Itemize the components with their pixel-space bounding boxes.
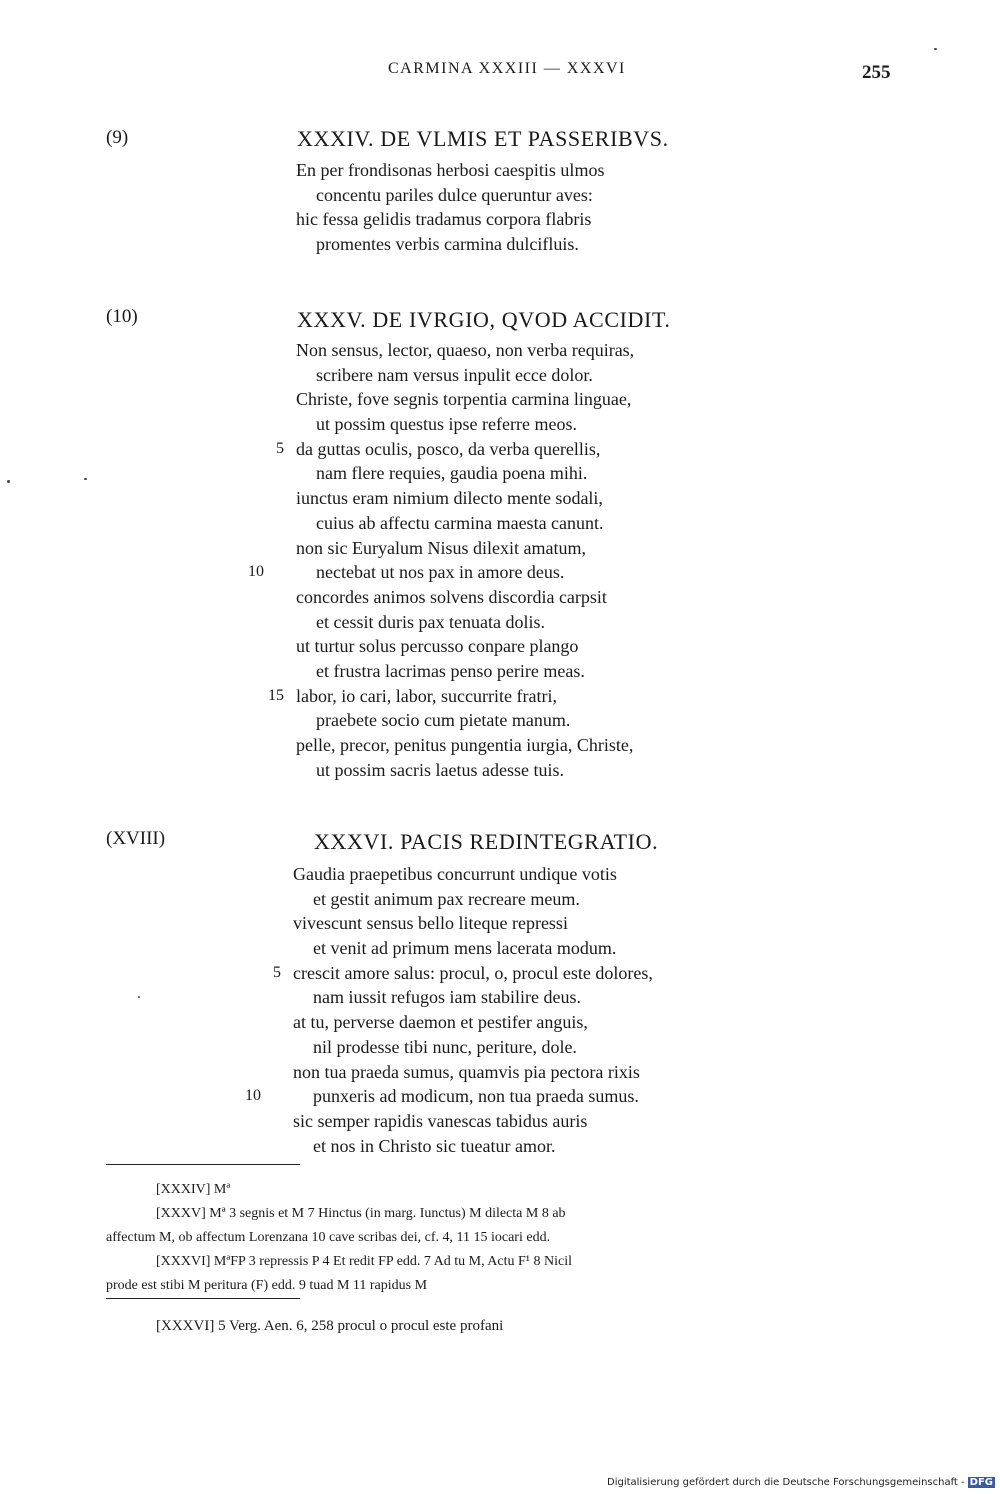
verse-line [296,733,634,758]
scan-speck [84,478,87,480]
verse-line [248,560,634,585]
verse-text: et cessit duris pax tenuata dolis. [316,611,545,632]
verse-text: punxeris ad modicum, non tua praeda sumus. [313,1086,639,1107]
verse-line [296,536,634,561]
verse-text: ut possim sacris laetus adesse tuis. [316,759,564,780]
testimonia [106,1314,896,1338]
verse-text: concentu pariles dulce queruntur aves: [316,184,593,205]
verse-text: nam iussit refugos iam stabilire deus. [313,987,581,1008]
verse-line [296,511,634,536]
poem-verses [248,338,635,782]
verse-text: da guttas oculis, posco, da verba querellis, [296,438,601,459]
verse-line [296,158,604,183]
apparatus-line: prode est stibi M peritura (F) edd. 9 tuad M 11 rapidus M [106,1278,428,1293]
line-number: 5 [276,439,284,457]
scan-speck [934,48,937,50]
verse-text: et nos in Christo sic tueatur amor. [313,1135,556,1156]
verse-text: cuius ab affectu carmina maesta canunt. [316,512,604,533]
verse-line [296,183,604,208]
verse-line [296,758,634,783]
verse-text: iunctus eram nimium dilecto mente sodali, [296,488,603,509]
line-number: 5 [273,963,281,981]
apparatus-line: affectum M, ob affectum Lorenzana 10 cave scribas dei, cf. 4, 11 15 iocari edd. [106,1230,551,1245]
dfg-logo: DFG [969,1477,993,1488]
verse-text: labor, io cari, labor, succurrite fratri, [296,685,557,706]
verse-line [296,363,634,388]
verse-text: et venit ad primum mens lacerata modum. [313,938,617,959]
poem-title: XXXV. DE IVRGIO, QVOD ACCIDIT. [297,307,671,332]
verse-text: pelle, precor, penitus pungentia iurgia, Christe, [296,735,634,755]
verse-text: scribere nam versus inpulit ecce dolor. [316,364,593,385]
verse-text: nectebat ut nos pax in amore deus. [316,562,565,583]
verse-text: promentes verbis carmina dulcifluis. [316,234,579,255]
poem-title: XXXIV. DE VLMIS ET PASSERIBVS. [297,126,669,151]
verse-line [276,437,634,462]
verse-line [296,708,634,733]
verse-text: non sic Euryalum Nisus dilexit amatum, [296,537,586,558]
page-number: 255 [862,62,891,83]
critical-apparatus [106,1178,896,1298]
verse-line [296,610,634,635]
verse-text: hic fessa gelidis tradamus corpora flabris [296,209,592,230]
verse-line [296,387,634,412]
verse-text: En per frondisonas herbosi caespitis ulmos [296,160,605,180]
poem-number: (XVIII) [106,828,166,849]
verse-text: non tua praeda sumus, quamvis pia pectora rixis [293,1061,640,1082]
verse-line [296,659,634,684]
verse-line [296,585,634,610]
verse-line [296,412,634,437]
line-number: 10 [245,1087,261,1105]
verse-text: Gaudia praepetibus concurrunt undique votis [293,864,617,884]
scan-speck [7,480,10,483]
verse-line [293,1109,653,1134]
verse-line [296,634,634,659]
line-number: 10 [248,563,264,581]
verse-line [293,887,653,912]
poem-title: XXXVI. PACIS REDINTEGRATIO. [314,829,659,854]
digitization-credit [607,1477,995,1488]
apparatus-line: [XXXV] Mª 3 segnis et M 7 Hinctus (in marg. Iunctus) M dilecta M 8 ab [156,1206,566,1221]
verse-line [296,207,604,232]
verse-text: nam flere requies, gaudia poena mihi. [316,463,588,484]
verse-line [245,1084,653,1109]
verse-text: et frustra lacrimas penso perire meas. [316,660,585,681]
verse-line [293,1060,653,1085]
verse-line [296,461,634,486]
apparatus-line: [XXXIV] Mª [156,1182,231,1197]
verse-line [293,985,653,1010]
verse-text: sic semper rapidis vanescas tabidus auris [293,1110,588,1131]
verse-text: praebete socio cum pietate manum. [316,710,571,731]
verse-line [293,1010,653,1035]
verse-line [296,338,634,363]
verse-line [293,911,653,936]
verse-line [268,684,634,709]
verse-text: nil prodesse tibi nunc, periture, dole. [313,1036,577,1057]
verse-line [293,936,653,961]
verse-line [273,961,653,986]
scan-speck [138,996,140,998]
verse-text: crescit amore salus: procul, o, procul este dolores, [293,962,653,983]
verse-line [296,486,634,511]
verse-line [293,862,653,887]
poem-verses [296,158,604,257]
verse-text: Christe, fove segnis torpentia carmina linguae, [296,389,632,410]
testimonia-line: [XXXVI] 5 Verg. Aen. 6, 258 procul o procul este profani [156,1318,504,1334]
verse-text: et gestit animum pax recreare meum. [313,888,580,909]
verse-text: concordes animos solvens discordia carpsit [296,586,607,607]
running-head: CARMINA XXXIII — XXXVI [388,60,626,77]
footnote-rule [106,1298,300,1299]
verse-line [296,232,604,257]
credit-text: Digitalisierung gefördert durch die Deutsche Forschungsgemeinschaft - [607,1477,965,1488]
footnote-rule [106,1164,300,1165]
poem-verses [245,862,653,1158]
poem-number: (10) [106,306,138,327]
verse-text: vivescunt sensus bello liteque repressi [293,913,568,934]
verse-text: ut turtur solus percusso conpare plango [296,636,579,657]
verse-text: at tu, perverse daemon et pestifer anguis, [293,1012,588,1033]
line-number: 15 [268,686,284,704]
verse-text: ut possim questus ipse referre meos. [316,414,577,435]
poem-number: (9) [106,127,129,148]
verse-line [293,1035,653,1060]
apparatus-line: [XXXVI] MªFP 3 repressis P 4 Et redit FP edd. 7 Ad tu M, Actu F¹ 8 Nicil [156,1254,573,1269]
verse-text: Non sensus, lector, quaeso, non verba requiras, [296,340,635,360]
verse-line [293,1134,653,1159]
